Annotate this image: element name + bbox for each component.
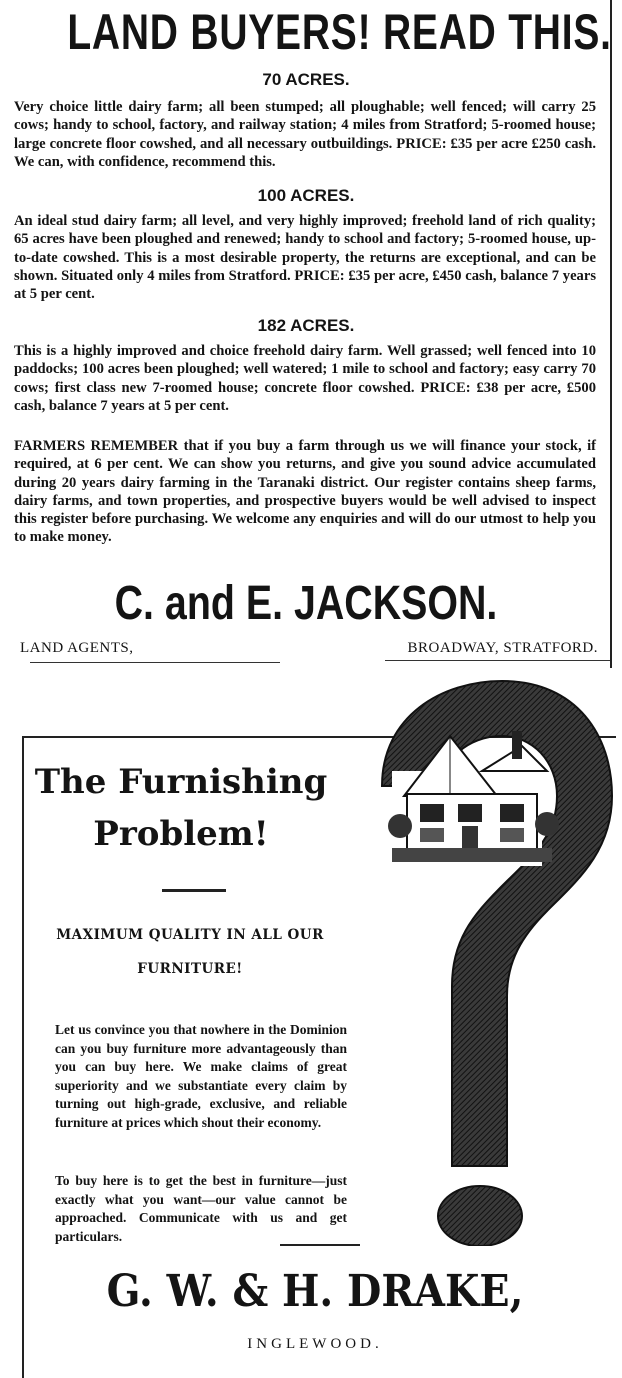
footer-rule-left [30, 662, 280, 663]
furnishing-title [26, 756, 336, 860]
section-heading-182-acres: 182 ACRES. [257, 316, 355, 335]
section-text-70-acres: Very choice little dairy farm; all been stumped; all ploughable; well fenced; will carry 25 cows; handy to school, factory, and railway station; 4 miles from Stratford; 5-roomed house; large concrete floor cowshed, and all necessary outbuildings. PRICE: £35 per acre £250 cash. We can, with confidence, recommend this. [14, 99, 596, 170]
land-advertisement [0, 0, 622, 672]
drake-location: INGLEWOOD. [247, 1336, 383, 1352]
section-heading-70-acres: 70 ACRES. [262, 70, 350, 89]
drake-firm-name: G. W. & H. DRAKE, [106, 1266, 524, 1317]
jackson-firm-name: C. and E. JACKSON. [114, 577, 498, 630]
footer-land-agents: LAND AGENTS, [20, 640, 134, 656]
title-line-2: Problem! [93, 814, 269, 854]
tagline-line-1: MAXIMUM QUALITY IN ALL OUR [56, 927, 324, 943]
title-line-1: The Furnishing [34, 762, 328, 802]
body-paragraph-1: Let us convince you that nowhere in the Dominion can you buy furniture more advantageously than you can buy here. We make claims of great superiority and we substantiate every claim by turning out high-grade, exclusive, and reliable furniture at prices which shout their economy. [55, 1022, 347, 1130]
question-mark-house-icon [362, 676, 618, 1246]
title-divider [162, 889, 226, 892]
tagline-line-2: FURNITURE! [137, 961, 243, 977]
footer-rule-right [385, 660, 610, 661]
furniture-advertisement [0, 676, 622, 1370]
farmers-note: FARMERS REMEMBER that if you buy a farm through us we will finance your stock, if required, at 6 per cent. We can show you returns, and give you sound advice accumulated during 20 years dairy farming in the Taranaki district. Our register contains sheep farms, dairy farms, and town properties, and prospective buyers would be well advised to inspect this register before purchasing. We welcome any enquiries and will do our utmost to help you to make money. [14, 438, 596, 546]
section-text-182-acres: This is a highly improved and choice freehold dairy farm. Well grassed; well fenced into 10 paddocks; 100 acres been ploughed; well watered; 1 mile to school and factory; easy carry 70 cows; first class new 7-roomed house; concrete floor cowshed. PRICE: £38 per acre, £500 cash, balance 7 years at 5 per cent. [14, 343, 596, 414]
land-headline: LAND BUYERS! READ THIS. [67, 4, 612, 60]
body-paragraph-2: To buy here is to get the best in furniture—just exactly what you want—our value cannot be approached. Communicate with us and get particulars. [55, 1173, 347, 1244]
section-heading-100-acres: 100 ACRES. [257, 186, 355, 205]
section-text-100-acres: An ideal stud dairy farm; all level, and very highly improved; freehold land of rich quality; 65 acres have been ploughed and renewed; handy to school and factory; 5-roomed house, up-to-date cowshed. This is a most desirable property, the returns are exceptional, and can be shown. Situated only 4 miles from Stratford. PRICE: £35 per acre, £450 cash, balance 7 years at 5 per cent. [14, 213, 596, 303]
quality-tagline [40, 918, 340, 986]
footer-address: BROADWAY, STRATFORD. [407, 640, 598, 656]
